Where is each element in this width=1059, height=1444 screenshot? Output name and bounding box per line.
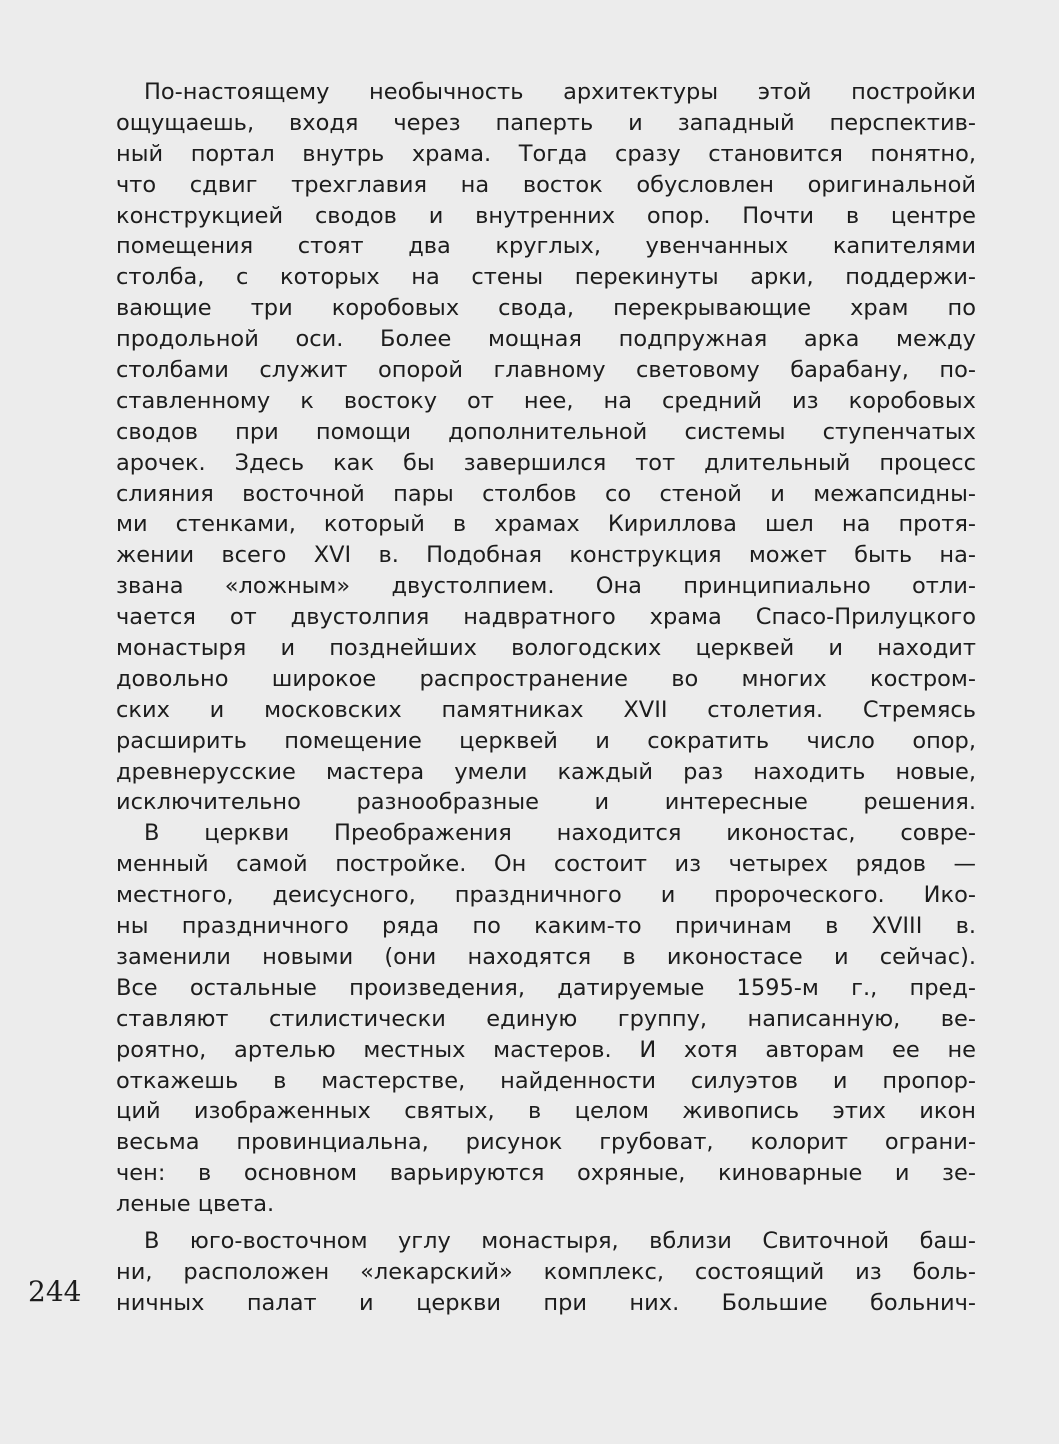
text-line: менный самой постройке. Он состоит из четырех рядов — — [116, 851, 976, 878]
text-line: В церкви Преображения находится иконостас, совре- — [144, 820, 976, 847]
text-line: ни, расположен «лекарский» комплекс, состоящий из боль- — [116, 1258, 976, 1285]
page-number: 244 — [28, 1275, 82, 1308]
text-line: откажешь в мастерстве, найденности силуэтов и пропор- — [116, 1067, 976, 1094]
text-line: вающие три коробовых свода, перекрывающие храм по — [116, 295, 976, 322]
body-text — [116, 77, 976, 1319]
text-line: чен: в основном варьируются охряные, киноварные и зе- — [116, 1160, 976, 1187]
text-line: исключительно разнообразные и интересные решения. — [116, 789, 976, 816]
text-line: жении всего XVI в. Подобная конструкция может быть на- — [116, 542, 976, 569]
text-line: В юго-восточном углу монастыря, вблизи Свиточной баш- — [144, 1227, 976, 1254]
text-line: ный портал внутрь храма. Тогда сразу становится понятно, — [116, 140, 976, 167]
text-line: арочек. Здесь как бы завершился тот длительный процесс — [116, 449, 976, 476]
text-line: конструкцией сводов и внутренних опор. Почти в центре — [116, 202, 976, 229]
text-line: что сдвиг трехглавия на восток обусловлен оригинальной — [116, 171, 976, 198]
text-line: роятно, артелью местных мастеров. И хотя авторам ее не — [116, 1036, 976, 1063]
text-line: расширить помещение церквей и сократить число опор, — [116, 727, 976, 754]
text-line: Все остальные произведения, датируемые 1595-м г., пред- — [116, 974, 976, 1001]
text-line: сводов при помощи дополнительной системы ступенчатых — [116, 418, 976, 445]
text-line: весьма провинциальна, рисунок грубоват, колорит ограни- — [116, 1129, 976, 1156]
text-line: слияния восточной пары столбов со стеной и межапсидны- — [116, 480, 976, 507]
text-line: ны праздничного ряда по каким-то причинам в XVIII в. — [116, 913, 976, 940]
text-line: довольно широкое распространение во многих костром- — [116, 665, 976, 692]
text-line: заменили новыми (они находятся в иконостасе и сейчас). — [116, 943, 976, 970]
text-line: помещения стоят два круглых, увенчанных капителями — [116, 233, 976, 260]
text-line: По-настоящему необычность архитектуры этой постройки — [144, 79, 976, 105]
text-line: древнерусские мастера умели каждый раз находить новые, — [116, 758, 976, 785]
text-line: ощущаешь, входя через паперть и западный перспектив- — [116, 109, 976, 136]
text-line: звана «ложным» двустолпием. Она принципиально отли- — [116, 573, 976, 600]
text-line: столба, с которых на стены перекинуты арки, поддержи- — [116, 264, 976, 291]
text-line: столбами служит опорой главному световому барабану, по- — [116, 357, 976, 384]
text-line: продольной оси. Более мощная подпружная арка между — [116, 326, 976, 353]
text-line: ских и московских памятниках XVII столетия. Стремясь — [116, 696, 976, 723]
text-line: ставляют стилистически единую группу, написанную, ве- — [116, 1005, 976, 1032]
text-line: ми стенками, который в храмах Кириллова шел на протя- — [116, 511, 976, 538]
text-line: ставленному к востоку от нее, на средний из коробовых — [116, 387, 976, 414]
text-line: леные цвета. — [116, 1191, 275, 1218]
text-line: местного, деисусного, праздничного и пророческого. Ико- — [116, 882, 976, 909]
text-line: чается от двустолпия надвратного храма Спасо-Прилуцкого — [116, 604, 976, 631]
text-line: ничных палат и церкви при них. Большие больнич- — [116, 1289, 976, 1316]
text-line: ций изображенных святых, в целом живопись этих икон — [116, 1098, 976, 1125]
text-line: монастыря и позднейших вологодских церквей и находит — [116, 635, 976, 662]
